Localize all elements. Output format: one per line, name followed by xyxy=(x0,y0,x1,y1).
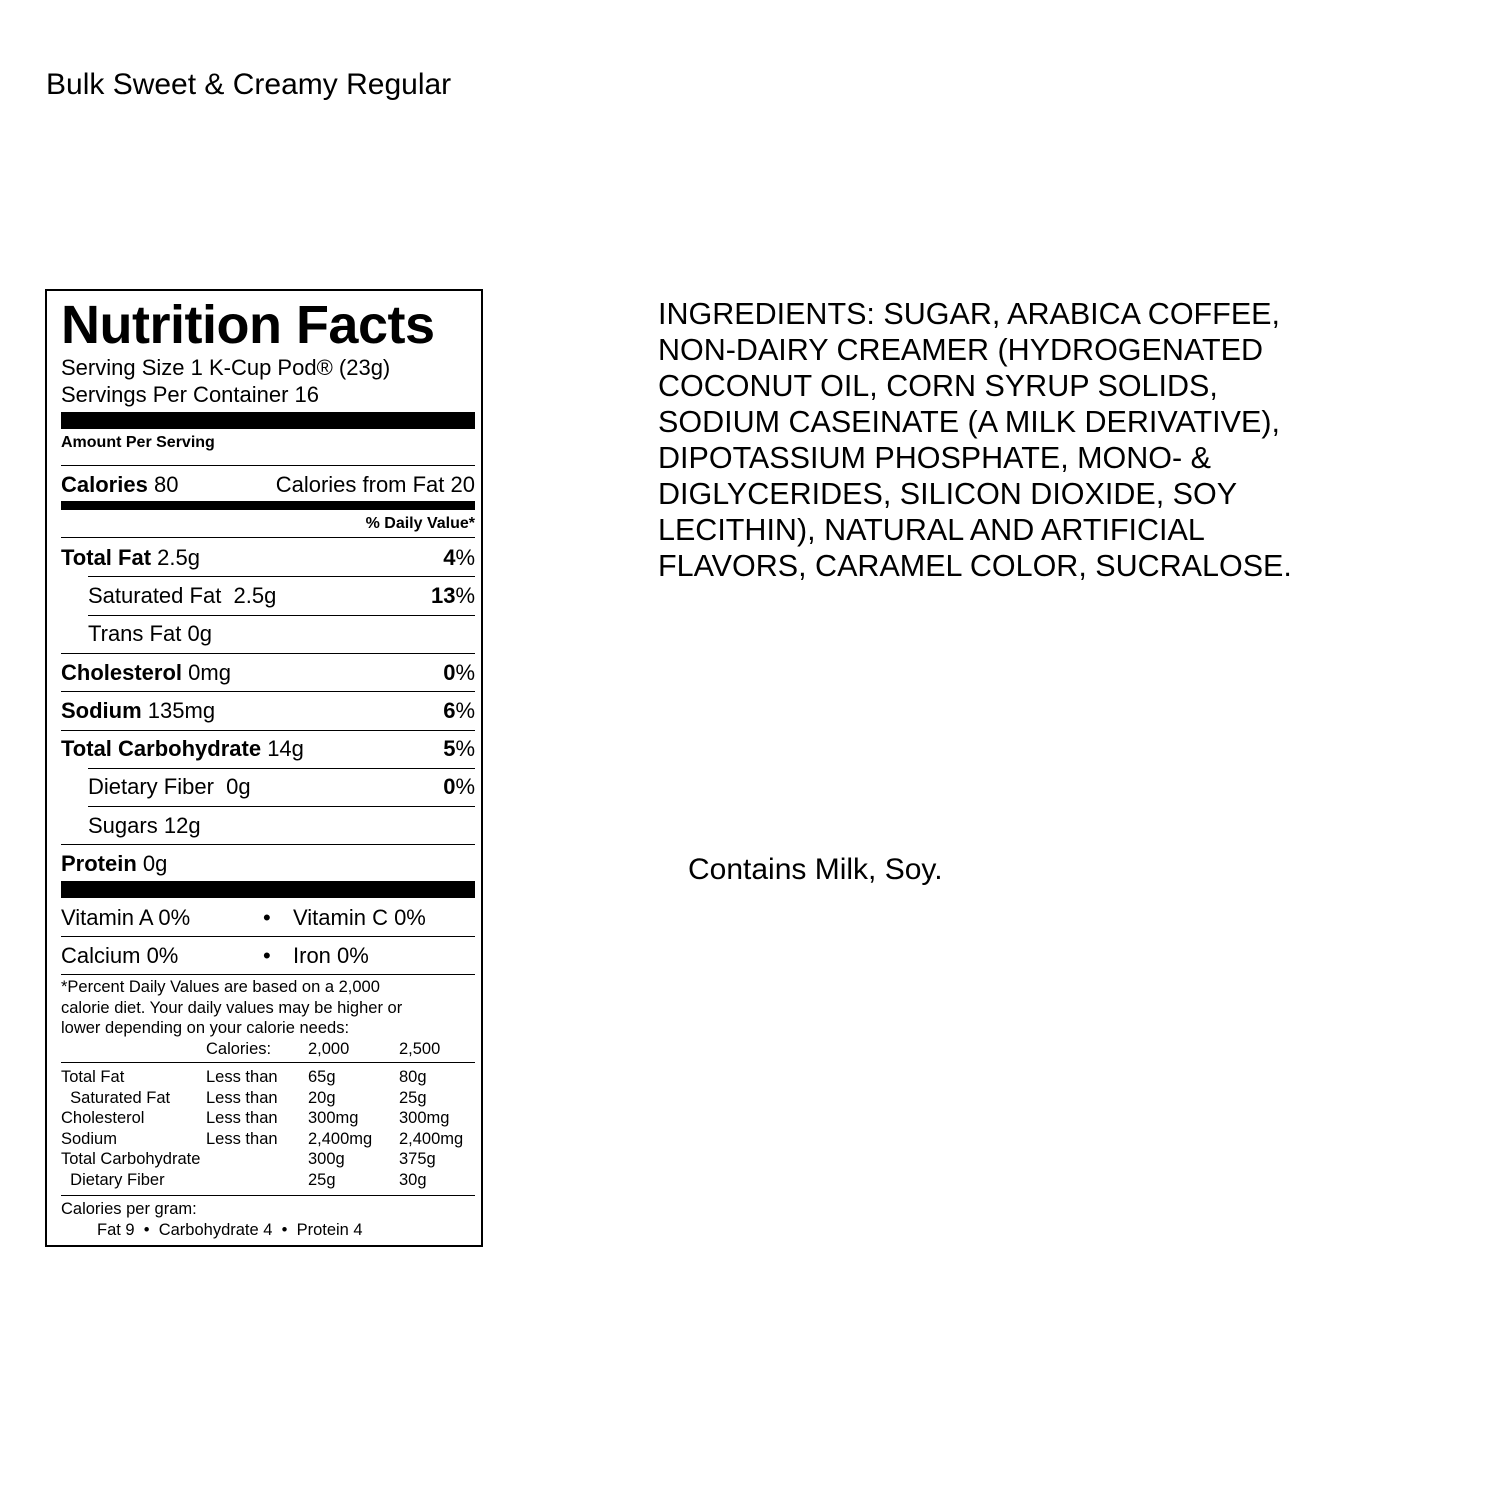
bullet: • xyxy=(263,905,271,930)
divider xyxy=(61,974,475,975)
nutrient-row xyxy=(61,692,475,729)
table-cell: 2,400mg xyxy=(399,1129,464,1148)
ingredients-text xyxy=(658,296,1358,584)
daily-value-number: 6 xyxy=(443,697,456,723)
nutrient-amount: 0g xyxy=(187,621,212,647)
daily-value-percent xyxy=(443,736,475,762)
table-cell: Saturated Fat xyxy=(61,1088,171,1107)
footnote-line: lower depending on your calorie needs: xyxy=(61,1019,350,1037)
daily-value-header-table xyxy=(61,1039,475,1060)
thick-bar xyxy=(61,881,475,898)
table-row xyxy=(61,1149,475,1170)
serving-size: Serving Size 1 K-Cup Pod® (23g) xyxy=(61,355,391,380)
calories-per-gram-values: Fat 9 • Carbohydrate 4 • Protein 4 xyxy=(97,1220,363,1239)
footnote-line: calorie diet. Your daily values may be higher or xyxy=(61,998,403,1017)
divider xyxy=(61,936,475,937)
nutrient-amount: 2.5g xyxy=(227,582,277,608)
table-cell: 300mg xyxy=(308,1109,359,1127)
table-cell: Sodium xyxy=(61,1129,117,1148)
daily-value-number: 0 xyxy=(443,774,456,800)
table-cell: Calories: xyxy=(206,1040,272,1058)
daily-value-number: 4 xyxy=(443,544,456,570)
vitamin-right: Vitamin C 0% xyxy=(293,905,426,930)
daily-value-percent xyxy=(443,545,475,571)
table-cell: 30g xyxy=(399,1170,427,1189)
table-cell: Cholesterol xyxy=(61,1109,145,1127)
table-cell: 2,400mg xyxy=(308,1129,373,1148)
bullet: • xyxy=(263,943,271,968)
nutrient-name: Protein xyxy=(61,851,137,877)
table-cell: 2,000 xyxy=(308,1040,350,1058)
table-row xyxy=(61,1108,475,1129)
ingredients-line: LECITHIN), NATURAL AND ARTIFICIAL xyxy=(658,513,1205,547)
serving-info xyxy=(61,354,475,408)
nutrition-facts-title: Nutrition Facts xyxy=(61,295,435,355)
table-cell: 375g xyxy=(399,1150,436,1168)
table-cell xyxy=(61,1039,206,1060)
daily-value-sign: % xyxy=(455,659,475,685)
table-cell: 65g xyxy=(308,1068,336,1086)
nutrient-name: Total Carbohydrate xyxy=(61,736,262,762)
daily-value-percent xyxy=(431,583,475,609)
table-cell: Total Carbohydrate xyxy=(61,1150,201,1168)
medium-bar xyxy=(61,501,475,510)
daily-value-sign: % xyxy=(455,582,475,608)
vitamin-right: Iron 0% xyxy=(293,943,369,968)
nutrient-row xyxy=(61,577,475,614)
daily-value-number: 13 xyxy=(430,582,456,608)
table-row xyxy=(61,1067,475,1088)
nutrient-row xyxy=(61,654,475,691)
daily-value-percent xyxy=(443,660,475,686)
ingredients-line: SODIUM CASEINATE (A MILK DERIVATIVE), xyxy=(658,405,1280,439)
amount-per-serving-row xyxy=(61,431,475,455)
table-cell: 2,500 xyxy=(399,1040,441,1058)
table-cell: Dietary Fiber xyxy=(61,1170,165,1189)
table-cell: 20g xyxy=(308,1088,336,1107)
ingredients-line: DIPOTASSIUM PHOSPHATE, MONO- & xyxy=(658,441,1212,475)
nutrient-amount: 0g xyxy=(142,851,168,877)
nutrient-name: Trans Fat xyxy=(88,621,182,647)
calories-per-gram xyxy=(61,1199,475,1240)
daily-value-header: % Daily Value* xyxy=(365,515,475,532)
vitamin-left: Vitamin A 0% xyxy=(61,905,191,930)
daily-value-percent xyxy=(443,698,475,724)
daily-value-sign: % xyxy=(455,544,475,570)
daily-value-table xyxy=(61,1067,475,1190)
daily-value-sign: % xyxy=(455,774,475,800)
table-cell xyxy=(206,1149,308,1170)
table-cell: 300mg xyxy=(399,1109,450,1127)
divider xyxy=(61,1195,475,1196)
nutrient-amount: 0mg xyxy=(188,659,231,685)
nutrient-amount: 0g xyxy=(220,774,251,800)
nutrient-name: Dietary Fiber xyxy=(88,774,214,800)
table-row xyxy=(61,1129,475,1150)
vitamin-row xyxy=(61,938,475,974)
calories-from-fat: Calories from Fat 20 xyxy=(275,472,475,497)
daily-value-sign: % xyxy=(455,736,475,762)
vitamin-left: Calcium 0% xyxy=(61,943,179,968)
nutrient-amount: 14g xyxy=(267,736,304,762)
divider xyxy=(61,465,475,466)
servings-per-container: Servings Per Container 16 xyxy=(61,382,320,407)
daily-value-sign: % xyxy=(455,697,475,723)
nutrient-row xyxy=(61,807,475,844)
nutrient-row xyxy=(61,769,475,806)
calories-per-gram-label: Calories per gram: xyxy=(61,1200,197,1218)
calories-row xyxy=(61,467,475,503)
table-cell: Less than xyxy=(206,1109,278,1127)
calories-label: Calories xyxy=(61,472,148,497)
ingredients-line: DIGLYCERIDES, SILICON DIOXIDE, SOY xyxy=(658,477,1238,511)
nutrient-amount: 12g xyxy=(163,812,201,838)
ingredients-line: COCONUT OIL, CORN SYRUP SOLIDS, xyxy=(658,369,1218,403)
table-cell xyxy=(206,1170,308,1191)
allergen-statement: Contains Milk, Soy. xyxy=(688,853,943,886)
ingredients-line: INGREDIENTS: SUGAR, ARABICA COFFEE, xyxy=(658,297,1280,331)
daily-value-number: 5 xyxy=(443,736,456,762)
page-title: Bulk Sweet & Creamy Regular xyxy=(46,68,452,101)
footnote-line: *Percent Daily Values are based on a 2,000 xyxy=(61,978,380,996)
vitamin-row xyxy=(61,900,475,936)
nutrient-name: Sugars xyxy=(88,812,158,838)
nutrient-row xyxy=(61,845,475,882)
nutrient-row xyxy=(61,616,475,653)
daily-value-number: 0 xyxy=(443,659,456,685)
nutrient-name: Sodium xyxy=(61,697,142,723)
table-row xyxy=(61,1088,475,1109)
daily-value-header-row xyxy=(61,512,475,536)
nutrient-row xyxy=(61,731,475,768)
thick-bar xyxy=(61,412,475,429)
daily-value-percent xyxy=(443,774,475,800)
ingredients-line: FLAVORS, CARAMEL COLOR, SUCRALOSE. xyxy=(658,549,1292,583)
nutrition-facts-label xyxy=(45,289,483,1247)
nutrient-name: Total Fat xyxy=(61,544,152,570)
nutrient-amount: 135mg xyxy=(147,697,216,723)
divider xyxy=(61,537,475,538)
footnote xyxy=(61,977,475,1039)
table-row xyxy=(61,1039,475,1060)
table-cell: Total Fat xyxy=(61,1068,125,1086)
table-cell: Less than xyxy=(206,1129,278,1148)
table-row xyxy=(61,1170,475,1191)
table-cell: Less than xyxy=(206,1088,278,1107)
nutrient-amount: 2.5g xyxy=(157,544,200,570)
table-cell: 80g xyxy=(399,1068,427,1086)
ingredients-line: NON-DAIRY CREAMER (HYDROGENATED xyxy=(658,333,1263,367)
nutrient-name: Saturated Fat xyxy=(88,582,222,608)
table-cell: 25g xyxy=(308,1170,336,1189)
table-cell: 300g xyxy=(308,1150,345,1168)
divider xyxy=(61,1062,475,1063)
nutrient-row xyxy=(61,539,475,576)
amount-per-serving: Amount Per Serving xyxy=(61,434,215,451)
table-cell: 25g xyxy=(399,1088,427,1107)
nutrient-name: Cholesterol xyxy=(61,659,183,685)
calories-value: 80 xyxy=(153,472,179,497)
table-cell: Less than xyxy=(206,1068,278,1086)
